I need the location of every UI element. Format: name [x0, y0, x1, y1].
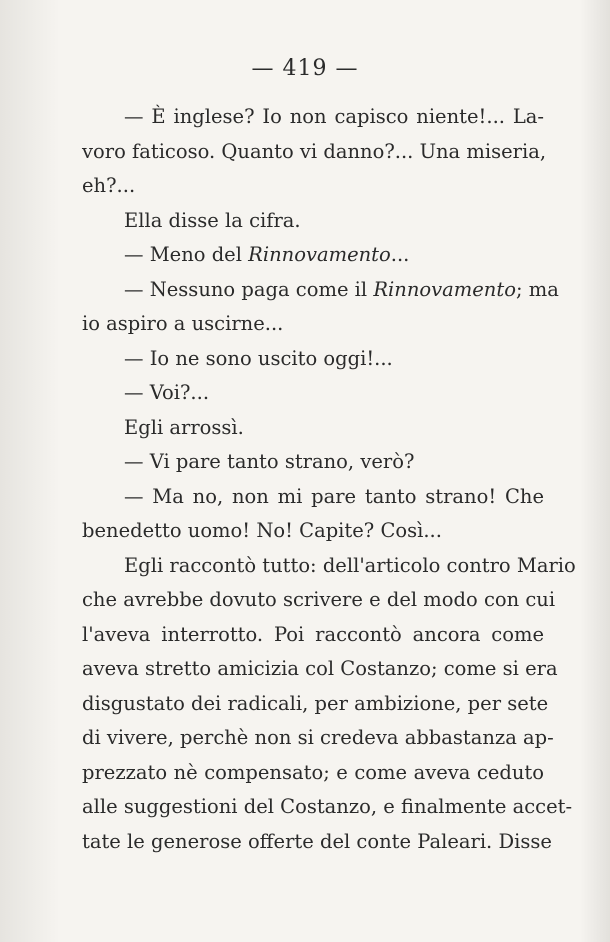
page-edge-shadow [580, 0, 610, 942]
page-number: — 419 — [251, 56, 359, 81]
text-line: l'aveva interrotto. Poi raccontò ancora come [82, 622, 544, 646]
page-gutter-shadow [0, 0, 60, 942]
italic-title: Rinnovamento [248, 243, 391, 266]
text-line: — Meno del Rinnovamento... [124, 243, 410, 266]
italic-title: Rinnovamento [373, 277, 516, 301]
text-line: di vivere, perchè non si credeva abbastanza ap- [82, 726, 554, 749]
text-line: voro faticoso. Quanto vi danno?... Una miseria, [82, 139, 547, 163]
text-line: aveva stretto amicizia col Costanzo; come si era [82, 657, 558, 680]
text-line: prezzato nè compensato; e come aveva ceduto [82, 760, 544, 784]
text-line: — Nessuno paga come il Rinnovamento; ma [124, 277, 559, 301]
text-line: — Voi?... [124, 381, 210, 404]
text-line: Ella disse la cifra. [124, 208, 301, 232]
text-line: Egli arrossì. [124, 415, 244, 439]
text-line: alle suggestioni del Costanzo, e finalmente accet- [82, 795, 573, 818]
text-line: — Vi pare tanto strano, verò? [124, 450, 415, 473]
text-line: tate le generose offerte del conte Paleari. Disse [82, 829, 552, 853]
text-line: — Ma no, non mi pare tanto strano! Che [124, 484, 544, 508]
text-line: benedetto uomo! No! Capite? Così... [82, 519, 442, 542]
text-line: — È inglese? Io non capisco niente!... La- [124, 105, 544, 128]
text-line: eh?... [82, 174, 136, 197]
body-text [82, 100, 576, 859]
text-line: disgustato dei radicali, per ambizione, per sete [82, 691, 549, 715]
text-line: che avrebbe dovuto scrivere e del modo con cui [82, 588, 556, 611]
text-line: Egli raccontò tutto: dell'articolo contro Mario [124, 553, 576, 577]
text-line: io aspiro a uscirne... [82, 312, 284, 335]
text-line: — Io ne sono uscito oggi!... [124, 346, 393, 370]
